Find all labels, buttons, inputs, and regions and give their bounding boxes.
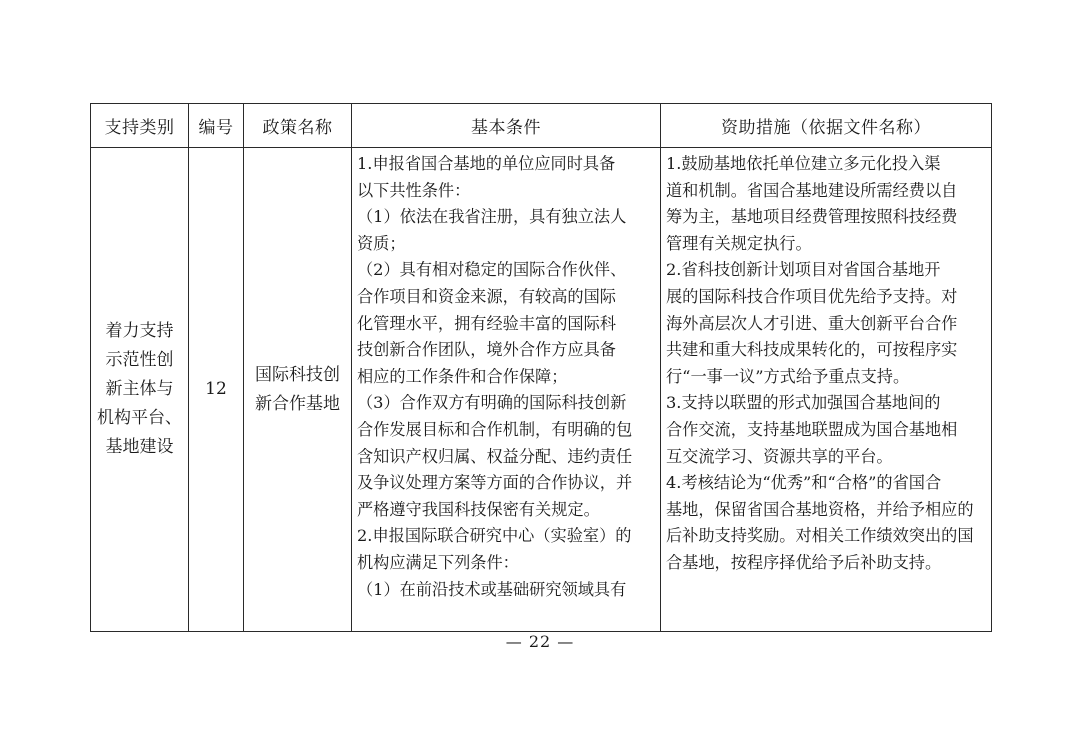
table-header-row: [91, 104, 992, 148]
conditions-line: 2.申报国际联合研究中心（实验室）的: [357, 526, 632, 546]
header-number: 编号: [189, 104, 244, 148]
measures-cell: [661, 148, 992, 632]
measures-line: 基地，保留省国合基地资格，并给予相应的: [666, 499, 974, 519]
measures-line: 筹为主，基地项目经费管理按照科技经费: [666, 207, 958, 227]
conditions-line: 机构应满足下列条件：: [357, 552, 519, 572]
conditions-line: （1）依法在我省注册，具有独立法人: [357, 207, 627, 227]
header-category: 支持类别: [91, 104, 189, 148]
conditions-line: 化管理水平，拥有经验丰富的国际科: [357, 313, 616, 333]
page-number: — 22 —: [505, 632, 575, 651]
category-line: 基地建设: [105, 437, 174, 457]
measures-line: 2.省科技创新计划项目对省国合基地开: [666, 260, 941, 280]
measures-line: 管理有关规定执行。: [666, 233, 812, 253]
policy-name-cell: [244, 148, 352, 632]
header-policy-name: 政策名称: [244, 104, 352, 148]
measures-line: 3.支持以联盟的形式加强国合基地间的: [666, 393, 941, 413]
category-line: 示范性创: [105, 350, 174, 370]
policy-name-line: 新合作基地: [255, 393, 340, 414]
conditions-line: （3）合作双方有明确的国际科技创新: [357, 393, 627, 413]
conditions-line: 合作项目和资金来源，有较高的国际: [357, 286, 616, 306]
measures-line: 1.鼓励基地依托单位建立多元化投入渠: [666, 154, 941, 173]
measures-line: 海外高层次人才引进、重大创新平台合作: [666, 313, 958, 333]
header-funding-measures: 资助措施（依据文件名称）: [661, 104, 992, 148]
conditions-line: （1）在前沿技术或基础研究领域具有: [357, 579, 627, 599]
measures-line: 合基地，按程序择优给予后补助支持。: [666, 552, 942, 572]
conditions-line: 及争议处理方案等方面的合作协议，并: [357, 473, 633, 493]
category-line: 新主体与: [105, 379, 174, 399]
measures-line: 合作交流，支持基地联盟成为国合基地相: [666, 419, 958, 439]
policy-name-line: 国际科技创: [255, 364, 340, 385]
conditions-line: 技创新合作团队，境外合作方应具备: [357, 340, 616, 360]
conditions-line: 以下共性条件：: [357, 180, 471, 200]
conditions-line: 资质；: [357, 233, 406, 253]
measures-line: 道和机制。省国合基地建设所需经费以自: [666, 180, 958, 200]
measures-line: 行“一事一议”方式给予重点支持。: [666, 366, 910, 386]
measures-line: 后补助支持奖励。对相关工作绩效突出的国: [666, 526, 974, 546]
category-line: 着力支持: [105, 321, 174, 341]
conditions-line: 含知识产权归属、权益分配、违约责任: [357, 446, 633, 466]
measures-line: 互交流学习、资源共享的平台。: [666, 446, 893, 466]
measures-line: 展的国际科技合作项目优先给予支持。对: [666, 286, 958, 306]
conditions-line: 相应的工作条件和合作保障；: [357, 366, 568, 386]
table-row: [91, 148, 992, 632]
measures-line: 共建和重大科技成果转化的，可按程序实: [666, 340, 958, 360]
conditions-line: （2）具有相对稳定的国际合作伙伴、: [357, 260, 627, 280]
conditions-line: 1.申报省国合基地的单位应同时具备: [357, 154, 616, 173]
measures-line: 4.考核结论为“优秀”和“合格”的省国合: [666, 473, 942, 493]
category-line: 机构平台、: [97, 408, 182, 428]
category-cell: [91, 148, 189, 632]
conditions-line: 严格遵守我国科技保密有关规定。: [357, 499, 600, 519]
header-basic-conditions: 基本条件: [352, 104, 661, 148]
conditions-cell: [352, 148, 661, 632]
policy-table: [90, 103, 992, 632]
number-cell: 12: [189, 148, 244, 632]
conditions-line: 合作发展目标和合作机制，有明确的包: [357, 419, 633, 439]
